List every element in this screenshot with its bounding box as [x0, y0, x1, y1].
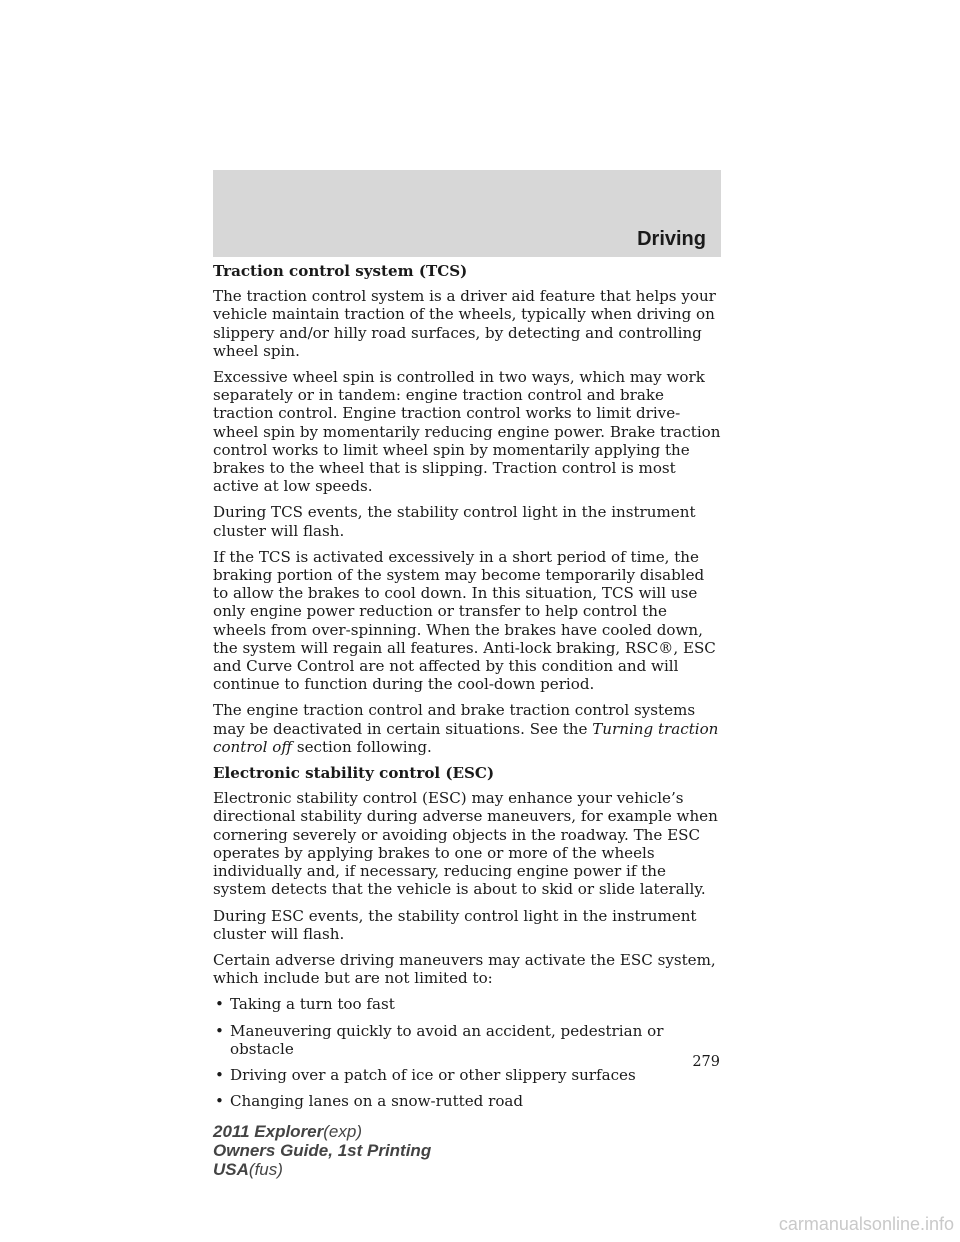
- footer-line-1: [213, 1122, 431, 1141]
- section-title: Driving: [637, 228, 706, 250]
- footer-model: 2011 Explorer: [213, 1122, 324, 1141]
- tcs-paragraph-5-end: section following.: [292, 737, 432, 756]
- tcs-paragraph-5: [213, 701, 723, 756]
- esc-paragraph-1: Electronic stability control (ESC) may enhance your vehicle’s directional stability during adverse maneuvers, for example when cornering severely or avoiding objects in the roadway. The ESC operates by applying brakes to one or more of the wheels individually and, if necessary, reducing engine power if the system detects that the vehicle is about to skid or slide laterally.: [213, 789, 718, 899]
- bullet-icon: •: [215, 1065, 224, 1084]
- tcs-paragraph-4: If the TCS is activated excessively in a short period of time, the braking portion of the system may become temporarily disabled to allow the brakes to cool down. In this situation, TCS will use only engine power reduction or transfer to help control the wheels from over-spinning. When the brakes have cooled down, the system will regain all features. Anti-lock braking, RSC®, ESC and Curve Control are not affected by this condition and will continue to function during the cool-down period.: [213, 547, 716, 694]
- tcs-heading: Traction control system (TCS): [213, 262, 468, 280]
- list-item-text: Maneuvering quickly to avoid an accident, pedestrian or obstacle: [230, 1021, 664, 1058]
- footer-market-code: (fus): [248, 1160, 283, 1179]
- list-item: [213, 1066, 723, 1084]
- list-item: [213, 1022, 723, 1058]
- tcs-paragraph-5-start: The engine traction control and brake traction control systems may be deactivated in certain situations. See the: [213, 701, 696, 738]
- tcs-paragraph-2: Excessive wheel spin is controlled in two ways, which may work separately or in tandem: engine traction control and brake traction control. Engine traction control works to limit drive-wheel spin by momentarily reducing engine power. Brake traction control works to limit wheel spin by momentarily applying the brakes to the wheel that is slipping. Traction control is most active at low speeds.: [213, 368, 721, 496]
- page-content: [213, 262, 723, 1118]
- list-item-text: Taking a turn too fast: [230, 995, 395, 1014]
- tcs-paragraph-1: The traction control system is a driver aid feature that helps your vehicle maintain traction of the wheels, typically when driving on slippery and/or hilly road surfaces, by detecting and controlling wheel spin.: [213, 287, 716, 360]
- footer-model-code: (exp): [323, 1122, 362, 1141]
- list-item: [213, 995, 723, 1013]
- page-number: 279: [692, 1054, 720, 1070]
- cross-reference: Turning traction control off: [213, 719, 719, 756]
- tcs-paragraph-3: During TCS events, the stability control light in the instrument cluster will flash.: [213, 503, 696, 540]
- list-item: [213, 1092, 723, 1110]
- footer-line-3: [213, 1160, 431, 1179]
- esc-paragraph-3: Certain adverse driving maneuvers may activate the ESC system, which include but are not limited to:: [213, 950, 716, 988]
- list-item-text: Driving over a patch of ice or other slippery surfaces: [230, 1065, 636, 1084]
- bullet-icon: •: [215, 1021, 224, 1040]
- footer-market: USA: [213, 1160, 249, 1179]
- section-header-band: [213, 170, 721, 257]
- esc-paragraph-2: During ESC events, the stability control light in the instrument cluster will flash.: [213, 906, 697, 943]
- footer-line-2: Owners Guide, 1st Printing: [213, 1141, 432, 1160]
- esc-heading: Electronic stability control (ESC): [213, 764, 495, 783]
- list-item-text: Changing lanes on a snow-rutted road: [230, 1092, 524, 1111]
- watermark: carmanualsonline.info: [778, 1214, 954, 1234]
- print-footer: [213, 1122, 431, 1179]
- maneuver-list: [213, 995, 723, 1110]
- bullet-icon: •: [215, 1092, 224, 1111]
- bullet-icon: •: [215, 995, 224, 1014]
